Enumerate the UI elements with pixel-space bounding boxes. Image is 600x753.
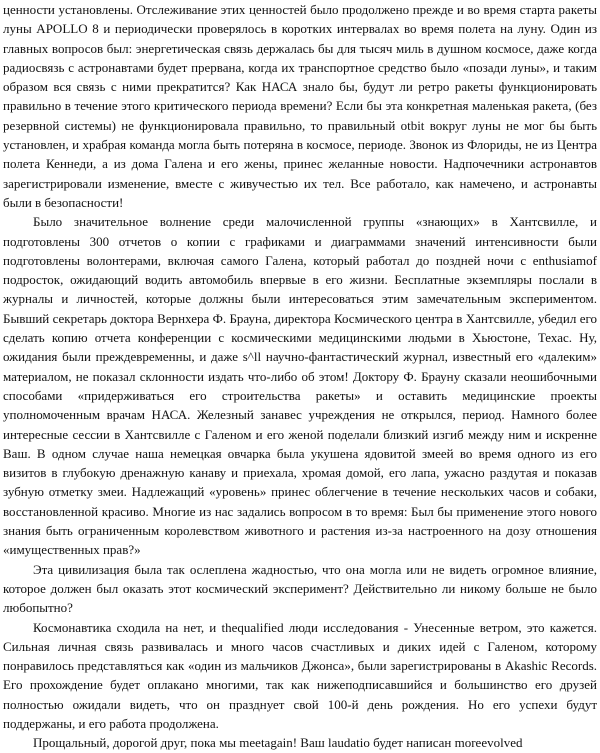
paragraph: ценности установлены. Отслеживание этих ценностей было продолжено прежде и во время старта ракеты луны APOLLO 8 и периодически проверялось в коротких интервалах во время полета на луну. Один из главных вопросов был: энергетическая связь держалась бы для тысяч миль в душном космосе, даже когда радиосвязь с астронавтами будет прервана, когда их транспортное средство было «позади луны», и таким образом вся связь с ними прекратится? Как НАСА знало бы, будут ли ретро ракеты функционировать правильно в течение этого критического периода времени? Если бы эта конкретная маленькая ракета, (без резервной системы) не функционировала правильно, то правильный otbit вокруг луны не мог бы быть установлен, и храбрая команда могла быть потеряна в космосе, периоде. Звонок из Флориды, не из Центра полета Кеннеди, а из дома Галена и его жены, принес желанные новости. Надпочечники астронавтов зарегистрировали изменение, вместе с живучестью их тел. Все работало, как намечено, и астронавты были в безопасности! [3,2,597,210]
paragraph: Было значительное волнение среди малочисленной группы «знающих» в Хантсвилле, и подготовлены 300 отчетов о копии с графиками и диаграммами значений интенсивности были подготовлены волонтерами, включая самого Галена, который работал до поздней ночи с enthusiamof подросток, ожидающий водить автомобиль впервые в его жизни. Бесплатные экземпляры послали в журналы и личностей, которые должны были интересоваться этим замечательным экспериментом. Бывший секретарь доктора Вернхера Ф. Брауна, директора Космического центра в Хантсвилле, убедил его сделать копию отчета конференции с космическими медицинскими людьми в Хьюстоне, Техас. Ну, ожидания были преждевременны, и даже s^ll научно-фантастический журнал, известный его «далеким» материалом, не показал склонности издать что-либо об этом! Доктору Ф. Брауну сказали неошибочными способами «придерживаться его строительства ракеты» и оставить медицинские проекты уполномоченным врачам НАСА. Железный занавес учреждения не открылся, период. Намного более интересные сессии в Хантсвилле с Галеном и его женой поделали близкий изгиб между ним и искренне Ваш. В одном случае наша немецкая овчарка была укушена ядовитой змеей во время одного из его визитов в глубокую дренажную канаву и приехала, хромая домой, его лапа, ужасно раздутая и показав зубную отметку змеи. Надлежащий «уровень» принес облегчение в течение нескольких часов и собаки, восстановленной красиво. Многие из нас задались вопросом в то время: Был бы применение этого нового знания быть ограниченным королевством животного и растения из-за настроенного на дозу отношения «имущественных прав?» [3,214,597,558]
paragraph: Космонавтика сходила на нет, и thequalified люди исследования - Унесенные ветром, это кажется. Сильная личная связь развивалась и много часов счастливых и диких идей с Галеном, которому понравилось представляться как «один из мальчиков Джонса», были зарегистрированы в Akashic Records. Его прохождение будет оплакано многими, так как нижеподписавшийся и большинство его друзей полностью ожидали видеть, что он празднует свой 100-й день рождения. Но его успехи будут поддержаны, и его работа продолжена. [3,619,597,731]
paragraph: Прощальный, дорогой друг, пока мы meetagain! Ваш laudatio будет написан moreevolved [33,735,523,751]
paragraph: Эта цивилизация была так ослеплена жадностью, что она могла или не видеть огромное влияние, которое должен был оказать этот космический эксперимент? Действительно ли никому больше не было любопытно? [3,561,597,616]
